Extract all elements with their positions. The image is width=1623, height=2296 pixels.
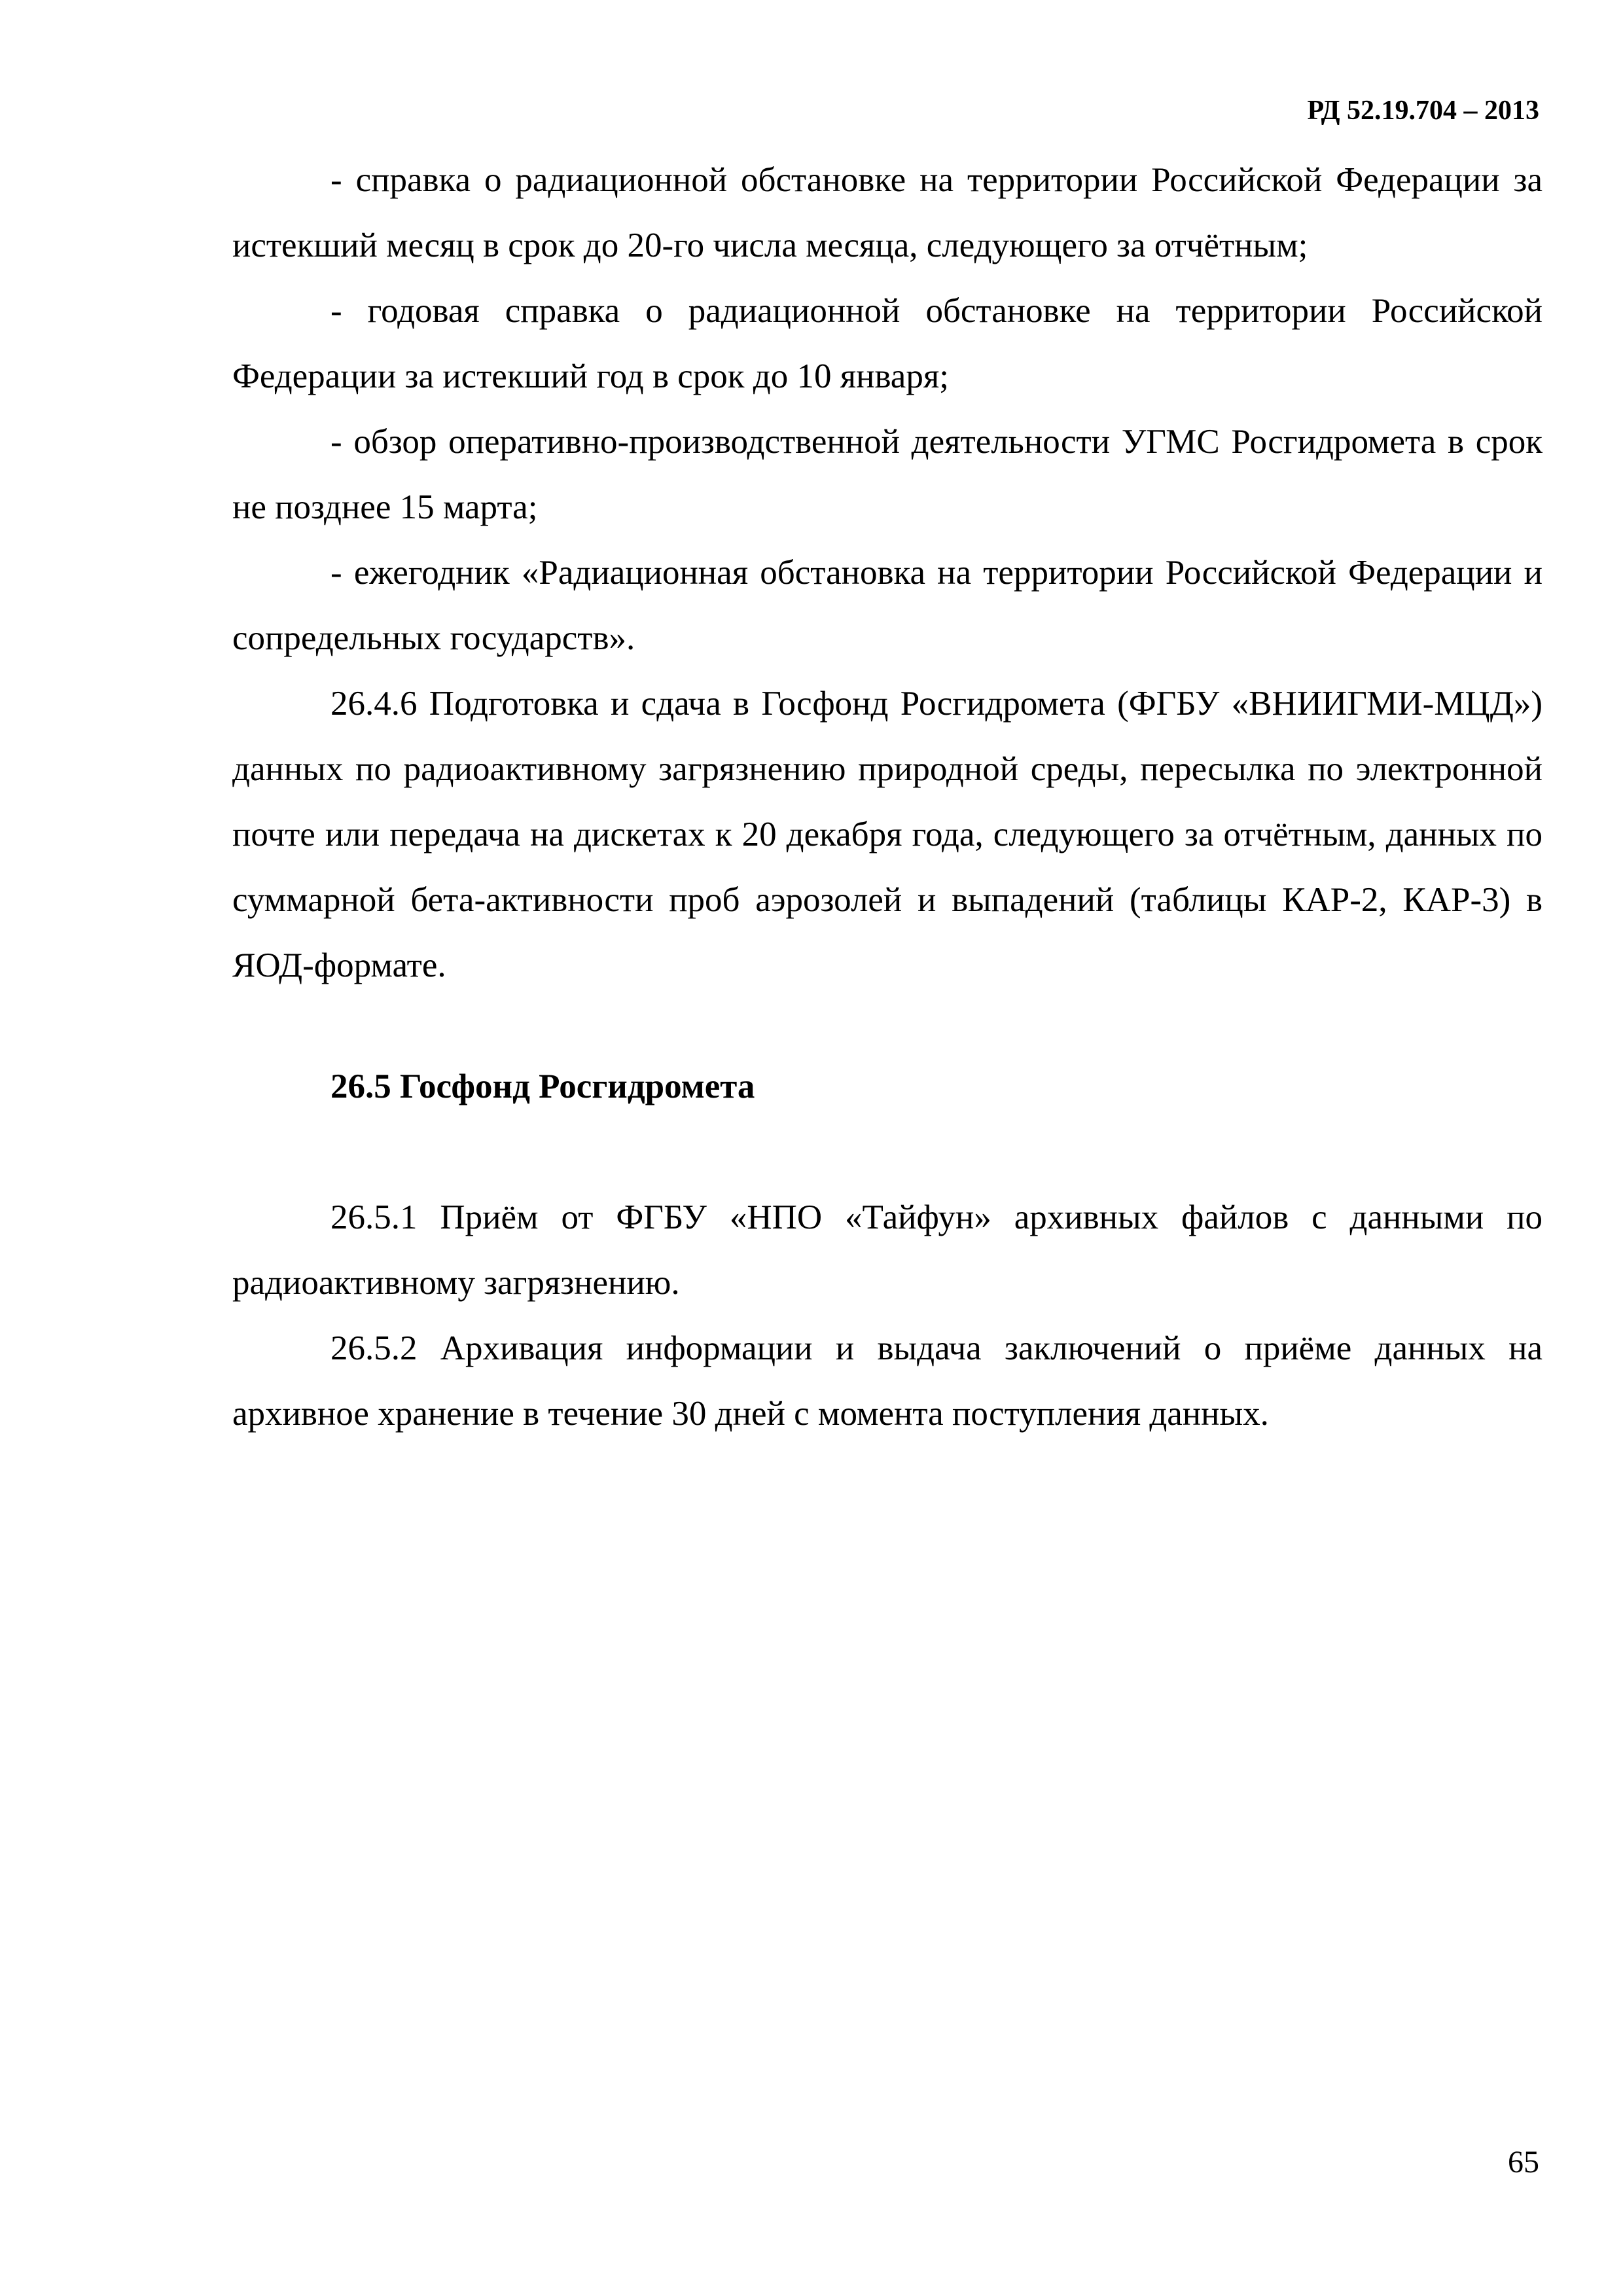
bullet-operational-review: - обзор оперативно-производственной деятельности УГМС Росгидромета в срок не позднее 15 марта;	[232, 423, 1543, 526]
document-body	[232, 147, 1543, 1446]
document-code-header: РД 52.19.704 – 2013	[1307, 96, 1539, 126]
paragraph-26-4-6: 26.4.6 Подготовка и сдача в Госфонд Росгидромета (ФГБУ «ВНИИГМИ-МЦД») данных по радиоактивному загрязнению природной среды, пересылка по электронной почте или передача на дискетах к 20 декабря года, следующего за отчётным, данных по суммарной бета-активности проб аэрозолей и выпадений (таблицы КАР-2, КАР-3) в ЯОД-формате.	[232, 685, 1543, 984]
paragraph-26-5-2: 26.5.2 Архивация информации и выдача заключений о приёме данных на архивное хранение в течение 30 дней с момента поступления данных.	[232, 1329, 1543, 1433]
spacer	[232, 998, 1543, 1054]
bullet-yearbook: - ежегодник «Радиационная обстановка на территории Российской Федерации и сопредельных государств».	[232, 554, 1543, 657]
spacer	[232, 1119, 1543, 1185]
section-heading-26-5: 26.5 Госфонд Росгидромета	[330, 1067, 755, 1105]
page-number: 65	[1508, 2145, 1539, 2179]
paragraph-26-5-1: 26.5.1 Приём от ФГБУ «НПО «Тайфун» архивных файлов с данными по радиоактивному загрязнению.	[232, 1198, 1543, 1302]
bullet-annual-report: - годовая справка о радиационной обстановке на территории Российской Федерации за истекший год в срок до 10 января;	[232, 292, 1543, 395]
bullet-monthly-report: - справка о радиационной обстановке на территории Российской Федерации за истекший месяц в срок до 20-го числа месяца, следующего за отчётным;	[232, 161, 1543, 264]
